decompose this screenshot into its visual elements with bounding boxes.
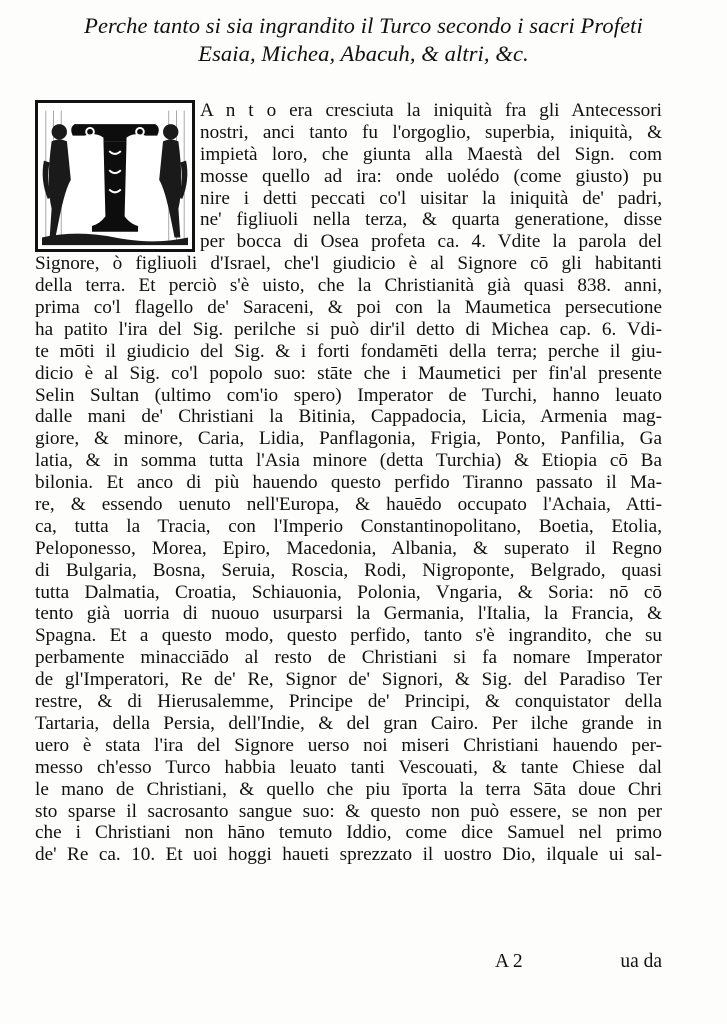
signature-mark: A 2 [495, 951, 523, 972]
text-line: latia, & in somma tutta l'Asia minore (detta Turchia) & Etiopia cō Ba [35, 450, 662, 472]
text-line: sto sparse il sacrosanto sangue suo: & questo non può essere, se non per [35, 800, 662, 822]
text-line: dalle mani de' Christiani la Bitinia, Cappadocia, Licia, Armenia mag- [35, 406, 662, 428]
page-title [30, 12, 697, 68]
text-line: uero è stata l'ira del Signore uerso noi miseri Christiani hauendo per- [35, 734, 662, 756]
text-line: Spagna. Et a questo modo, questo perfido, tanto s'è ingrandito, che su [35, 625, 662, 647]
text-line: perbamente minacciādo al resto de Christiani si fa nomare Imperator [35, 647, 662, 669]
text-line: tento già uorria di nuouo usurparsi la Germania, l'Italia, la Francia, & [35, 603, 662, 625]
text-line: della terra. Et perciò s'è uisto, che la Christianità già quasi 838. anni, [35, 275, 662, 297]
text-line: che i Christiani non hāno temuto Iddio, come dice Samuel nel primo [35, 822, 662, 844]
title-line-1: Perche tanto si sia ingrandito il Turco secondo i sacri Profeti [84, 13, 643, 38]
text-line: A n t o era cresciuta la iniquità fra gli Antecessori [200, 100, 662, 121]
text-line: ha patito l'ira del Sig. perilche si può dir'il detto di Michea cap. 6. Vdi- [35, 318, 662, 340]
text-line: le mano de Christiani, & quello che piu īporta la terra Sāta doue Chri [35, 778, 662, 800]
text-line: mosse quello ad ira: onde uolédo (come giusto) pu [200, 165, 662, 187]
text-line: te mōti il giudicio del Sig. & i forti fondamēti della terra; perche il giu- [35, 340, 662, 362]
text-line: ne' figliuoli nella terza, & quarta generatione, disse [200, 209, 662, 231]
text-line: Signore, ò figliuoli d'Israel, che'l giudicio è al Signore cō gli habitanti [35, 253, 662, 275]
text-line: di Bulgaria, Bosna, Seruia, Roscia, Rodi, Nigroponte, Belgrado, quasi [35, 559, 662, 581]
text-line: re, & essendo uenuto nell'Europa, & hauēdo occupato l'Achaia, Atti- [35, 494, 662, 516]
title-line-2: Esaia, Michea, Abacuh, & altri, &c. [198, 41, 529, 66]
text-line: Tartaria, della Persia, dell'Indie, & del gran Cairo. Per ilche grande in [35, 712, 662, 734]
text-line: giore, & minore, Caria, Lidia, Panflagonia, Frigia, Ponto, Panfilia, Ga [35, 428, 662, 450]
text-line: impietà loro, che giunta alla Maestà del Sign. com [200, 143, 662, 165]
text-line: Selin Sultan (ultimo com'io spero) Imperator de Turchi, hanno leuato [35, 384, 662, 406]
text-line: bilonia. Et anco di più hauendo questo perfido Tiranno passato il Ma- [35, 472, 662, 494]
text-line: de gl'Imperatori, Re de' Re, Signor de' Signori, & Sig. del Paradiso Ter [35, 669, 662, 691]
page-footer [35, 951, 662, 975]
text-line: nire i detti peccati co'l uisitar la iniquità de' padri, [200, 187, 662, 209]
text-line: messo ch'esso Turco habbia leuato tanti Vescouati, & tante Chiese dal [35, 756, 662, 778]
catchword: ua da [620, 951, 662, 972]
text-line: prima co'l flagello de' Saraceni, & poi con la Maumetica persecutione [35, 297, 662, 319]
text-line: Peloponesso, Morea, Epiro, Macedonia, Albania, & superato il Regno [35, 537, 662, 559]
text-line: per bocca di Osea profeta ca. 4. Vdite la parola del [200, 231, 662, 253]
text-line: de' Re ca. 10. Et uoi hoggi haueti sprezzato il uostro Dio, ilquale ui sal- [35, 844, 662, 866]
text-line: restre, & di Hierusalemme, Principe de' Principi, & conquistator della [35, 691, 662, 713]
text-line: ca, tutta la Tracia, con l'Imperio Constantinopolitano, Boetia, Etolia, [35, 515, 662, 537]
body-text [35, 100, 662, 866]
text-line: nostri, anci tanto fu l'orgoglio, superbia, iniquità, & [200, 121, 662, 143]
text-line: tutta Dalmatia, Croatia, Schiauonia, Polonia, Vngaria, & Soria: nō cō [35, 581, 662, 603]
text-line: dicio è al Sig. co'l popolo suo: stāte che i Maumetici per fin'al presente [35, 362, 662, 384]
